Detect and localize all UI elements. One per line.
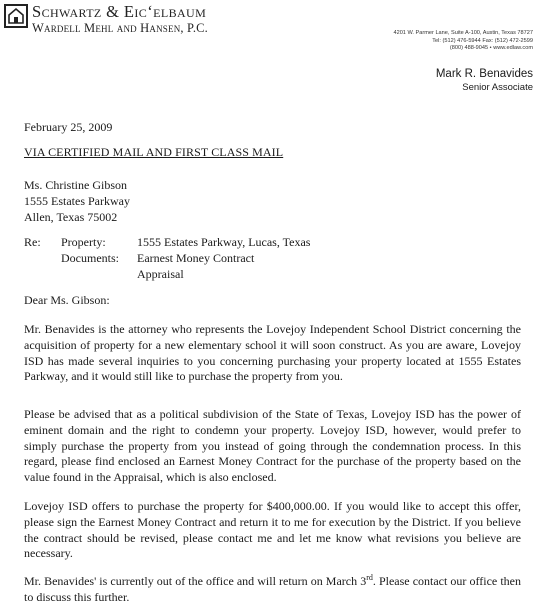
property-term: Property:: [61, 235, 106, 249]
paragraph-text: Mr. Benavides' is currently out of the office and will return on March 3: [24, 574, 367, 588]
letter-date: February 25, 2009: [24, 120, 113, 134]
firm-address: 4201 W. Parmer Lane, Suite A-100, Austin, Texas 78727: [393, 30, 533, 36]
salutation: Dear Ms. Gibson:: [24, 293, 110, 307]
firm-contact-block: [393, 30, 533, 53]
recipient-street: 1555 Estates Parkway: [24, 193, 130, 208]
body-paragraph: Mr. Benavides is the attorney who represents the Lovejoy Independent School District concerning the acquisition of property for a new elementary school it will soon construct. As you are aware, Lovejoy ISD has made several inquiries to you concerning purchasing your property located at 1555 Estates Parkway, and it would still like to purchase the property from you.: [24, 322, 521, 384]
document-item: Appraisal: [137, 266, 184, 281]
firm-name: Schwartz & Eicʻelbaum: [32, 2, 207, 21]
sender-name: Mark R. Benavides: [435, 68, 533, 80]
sender-title: Senior Associate: [462, 82, 533, 93]
recipient-city: Allen, Texas 75002: [24, 209, 118, 224]
paragraph-text: . Please contact our office then to discuss this further.: [24, 574, 521, 604]
documents-term: Documents:: [61, 250, 119, 265]
subject-label: Re:: [24, 235, 41, 249]
sender-block: [436, 67, 533, 94]
ordinal-suffix: rd: [366, 573, 373, 582]
document-item: Earnest Money Contract: [137, 250, 255, 265]
firm-logo-icon: [4, 4, 28, 28]
firm-name-line2: Wardell Mehl and Hansen, P.C.: [32, 21, 209, 35]
body-paragraph: [24, 574, 521, 606]
body-paragraph: Please be advised that as a political subdivision of the State of Texas, Lovejoy ISD has the power of eminent domain and the right to condemn your property. Lovejoy ISD, however, would prefer to simply purchase the property from you instead of going through the condemnation process. In this regard, please find enclosed an Earnest Money Contract for the purchase of the property based on the value found in the Appraisal, which is also enclosed.: [24, 407, 521, 485]
subject-values: [137, 235, 310, 282]
body-paragraph: Lovejoy ISD offers to purchase the property for $400,000.00. If you would like to accept this offer, please sign the Earnest Money Contract and return it to me for execution by the District. If you believe the contract should be revised, please contact me and let me know what revisions you believe are necessary.: [24, 499, 521, 561]
delivery-method: VIA CERTIFIED MAIL AND FIRST CLASS MAIL: [24, 145, 284, 159]
property-value: 1555 Estates Parkway, Lucas, Texas: [137, 235, 311, 249]
firm-phone-fax: Tel: (512) 476-5944 Fax: (512) 472-2599: [432, 37, 533, 44]
recipient-name: Ms. Christine Gibson: [24, 178, 128, 192]
firm-toll-web: (800) 488-9045 • www.edlaw.com: [449, 45, 533, 52]
subject-terms: [61, 235, 119, 267]
recipient-address: [24, 178, 130, 225]
